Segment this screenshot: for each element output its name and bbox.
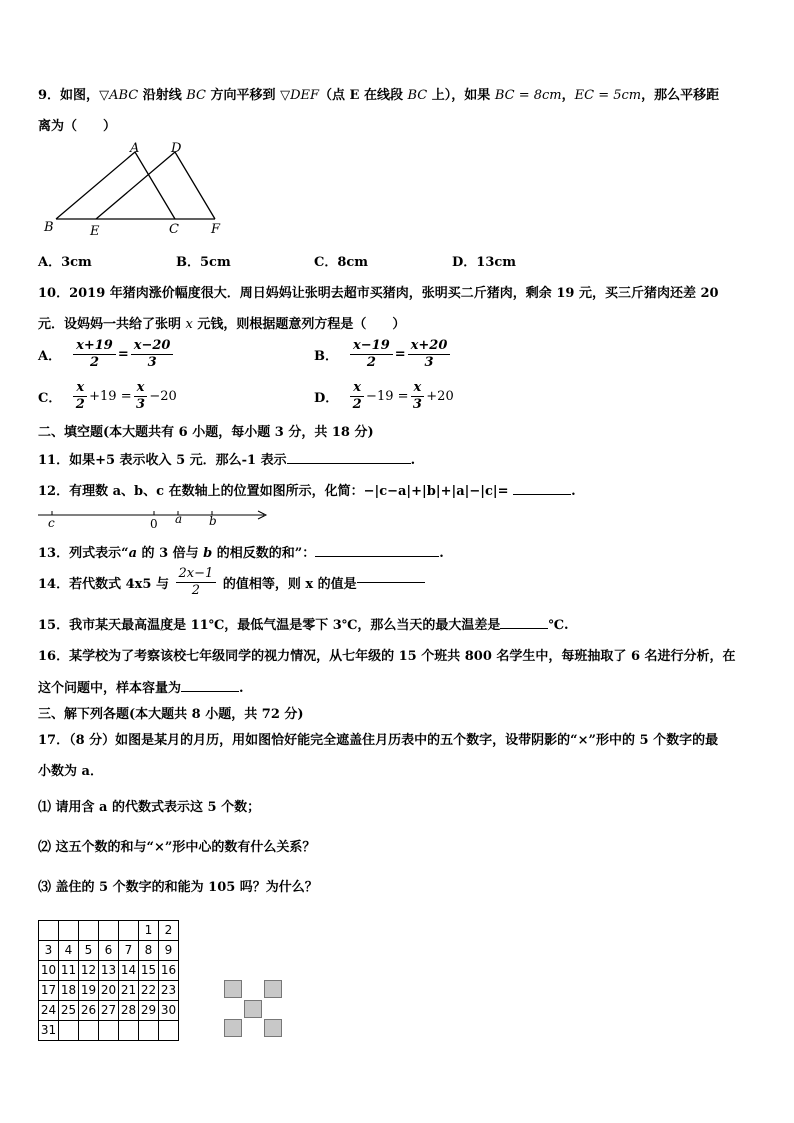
label-a: A bbox=[130, 141, 140, 156]
q14: 14．若代数式 4x5 与 $\frac{2x-1}{2}$ 的值相等，则 x 的值是 bbox=[38, 566, 425, 599]
q17-line2: 小数为 a． bbox=[38, 764, 103, 779]
calendar-cell: 3 bbox=[39, 941, 59, 961]
label-e: E bbox=[90, 224, 100, 239]
section-2-heading: 二、填空题(本大题共有 6 小题，每小题 3 分，共 18 分) bbox=[38, 425, 374, 440]
q10-line1: 10．2019 年猪肉涨价幅度很大．周日妈妈让张明去超市买猪肉，张明买二斤猪肉，剩余 19 元，买三斤猪肉还差 20 bbox=[38, 286, 719, 301]
calendar-cell: 15 bbox=[139, 961, 159, 981]
q10-option-d: D． $\frac{x}{2}$ −19 = $\frac{x}{3}$ +20 bbox=[314, 380, 454, 412]
q17-part3: ⑶ 盖住的 5 个数字的和能为 105 吗？为什么？ bbox=[38, 880, 318, 895]
shaded-square bbox=[264, 980, 282, 998]
q9-line2: 离为（ ） bbox=[38, 119, 117, 134]
calendar-cell: 7 bbox=[119, 941, 139, 961]
calendar-cell: 23 bbox=[159, 981, 179, 1001]
calendar-cell: 24 bbox=[39, 1001, 59, 1021]
q9-option-a: A．3cm bbox=[38, 255, 92, 270]
calendar-cell: 29 bbox=[139, 1001, 159, 1021]
q16-answer-blank[interactable] bbox=[181, 691, 239, 692]
q10-option-c: C． $\frac{x}{2}$ +19 = $\frac{x}{3}$ −20 bbox=[38, 380, 177, 412]
calendar-cell: 30 bbox=[159, 1001, 179, 1021]
calendar-cell bbox=[139, 1021, 159, 1041]
calendar-cell: 4 bbox=[59, 941, 79, 961]
calendar-cell: 6 bbox=[99, 941, 119, 961]
calendar-cell bbox=[79, 921, 99, 941]
calendar-cell: 8 bbox=[139, 941, 159, 961]
q10-line2: 元．设妈妈一共给了张明 x 元钱，则根据题意列方程是（ ） bbox=[38, 317, 406, 332]
q10-option-a: A． $\frac{x+19}{2}$ = $\frac{x-20}{3}$ bbox=[38, 338, 175, 371]
label-d: D bbox=[171, 141, 182, 156]
calendar-cell: 20 bbox=[99, 981, 119, 1001]
triangle-abc bbox=[56, 152, 175, 219]
q9-option-b: B．5cm bbox=[176, 255, 231, 270]
shaded-square bbox=[224, 980, 242, 998]
calendar-cell: 17 bbox=[39, 981, 59, 1001]
q14-answer-blank[interactable] bbox=[357, 582, 425, 583]
label-b: B bbox=[44, 220, 54, 235]
calendar-grid bbox=[38, 920, 179, 1041]
calendar-cell: 9 bbox=[159, 941, 179, 961]
calendar-cell bbox=[79, 1021, 99, 1041]
calendar-row bbox=[39, 981, 179, 1001]
calendar-cell: 27 bbox=[99, 1001, 119, 1021]
shaded-square bbox=[264, 1019, 282, 1037]
q9-triangle-figure bbox=[38, 140, 268, 240]
calendar-cell bbox=[119, 1021, 139, 1041]
calendar-cell bbox=[119, 921, 139, 941]
q9-option-d: D．13cm bbox=[452, 255, 517, 270]
q17-part1: ⑴ 请用含 a 的代数式表示这 5 个数； bbox=[38, 800, 261, 815]
calendar-cell: 14 bbox=[119, 961, 139, 981]
q9-line1: 9．如图，▽ABC 沿射线 BC 方向平移到 ▽DEF（点 E 在线段 BC 上），如果 BC = 8cm，EC = 5cm，那么平移距 bbox=[38, 88, 720, 103]
calendar-cell: 28 bbox=[119, 1001, 139, 1021]
q9-option-c: C．8cm bbox=[314, 255, 369, 270]
label-f: F bbox=[211, 222, 221, 237]
calendar-cell bbox=[59, 1021, 79, 1041]
calendar-cell: 12 bbox=[79, 961, 99, 981]
q15-answer-blank[interactable] bbox=[500, 628, 548, 629]
q13-answer-blank[interactable] bbox=[315, 556, 439, 557]
q17-part2: ⑵ 这五个数的和与“×”形中心的数有什么关系？ bbox=[38, 840, 316, 855]
q12-number-line bbox=[38, 505, 270, 529]
calendar-cell: 11 bbox=[59, 961, 79, 981]
point-b-label: b bbox=[209, 514, 217, 528]
point-a-label: a bbox=[175, 512, 183, 526]
q15: 15．我市某天最高温度是 11℃，最低气温是零下 3℃，那么当天的最大温差是 ℃. bbox=[38, 618, 569, 633]
calendar-cell: 2 bbox=[159, 921, 179, 941]
label-c: C bbox=[169, 222, 179, 237]
q16-line1: 16．某学校为了考察该校七年级同学的视力情况，从七年级的 15 个班共 800 名学生中，每班抽取了 6 名进行分析，在 bbox=[38, 649, 736, 664]
calendar-row bbox=[39, 941, 179, 961]
calendar-row bbox=[39, 1021, 179, 1041]
calendar-cell: 31 bbox=[39, 1021, 59, 1041]
calendar-cell: 18 bbox=[59, 981, 79, 1001]
calendar-cell: 19 bbox=[79, 981, 99, 1001]
q10-option-b: B． $\frac{x-19}{2}$ = $\frac{x+20}{3}$ bbox=[314, 338, 452, 371]
q12: 12．有理数 a、b、c 在数轴上的位置如图所示，化简：−|c−a|+|b|+|a|−|c|= . bbox=[38, 484, 576, 499]
q13: 13．列式表示“a 的 3 倍与 b 的相反数的和”： . bbox=[38, 546, 444, 561]
section-3-heading: 三、解下列各题(本大题共 8 小题，共 72 分) bbox=[38, 707, 304, 722]
shaded-square bbox=[244, 1000, 262, 1018]
calendar-cell: 13 bbox=[99, 961, 119, 981]
calendar-cell: 26 bbox=[79, 1001, 99, 1021]
calendar-row bbox=[39, 921, 179, 941]
q17-line1: 17．（8 分）如图是某月的月历，用如图恰好能完全遮盖住月历表中的五个数字，设带阴影的“×”形中的 5 个数字的最 bbox=[38, 733, 719, 748]
calendar-cell: 16 bbox=[159, 961, 179, 981]
calendar-cell: 21 bbox=[119, 981, 139, 1001]
calendar-cell bbox=[99, 1021, 119, 1041]
zero-label: 0 bbox=[150, 517, 158, 529]
calendar-cell bbox=[59, 921, 79, 941]
shaded-square bbox=[224, 1019, 242, 1037]
calendar-cell bbox=[159, 1021, 179, 1041]
calendar-row bbox=[39, 1001, 179, 1021]
calendar-cell: 10 bbox=[39, 961, 59, 981]
calendar-cell: 5 bbox=[79, 941, 99, 961]
calendar-cell: 22 bbox=[139, 981, 159, 1001]
calendar-cell bbox=[99, 921, 119, 941]
point-c-label: c bbox=[48, 516, 55, 529]
q12-answer-blank[interactable] bbox=[513, 494, 571, 495]
q11-answer-blank[interactable] bbox=[287, 463, 411, 464]
calendar-cell: 1 bbox=[139, 921, 159, 941]
q11: 11．如果+5 表示收入 5 元．那么-1 表示 . bbox=[38, 453, 416, 468]
calendar-row bbox=[39, 961, 179, 981]
q16-line2: 这个问题中，样本容量为 . bbox=[38, 681, 244, 696]
calendar-cell bbox=[39, 921, 59, 941]
calendar-cell: 25 bbox=[59, 1001, 79, 1021]
